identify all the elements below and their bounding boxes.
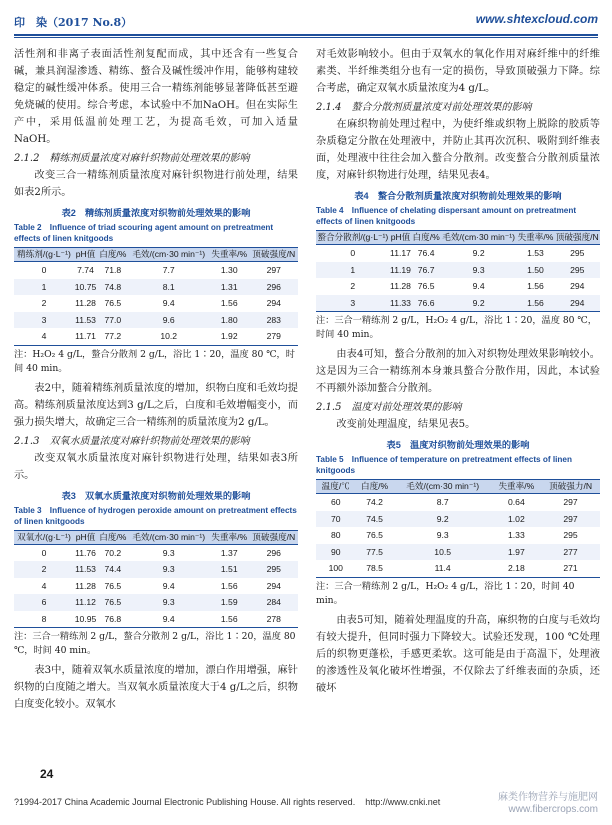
table-header-cell: pH值	[74, 530, 97, 544]
watermark-line1: 麻类作物营养与施肥网	[498, 792, 598, 803]
table3-caption: 表3 双氧水质量浓度对织物前处理效果的影响	[61, 490, 251, 501]
table-cell: 71.8	[104, 265, 122, 275]
table-cell: 70.2	[104, 547, 122, 558]
table-cell: 1.56	[516, 295, 554, 312]
watermark	[498, 792, 598, 816]
table-cell: 9.4	[472, 281, 485, 291]
table-cell: 77.2	[97, 328, 128, 345]
table-row	[14, 578, 298, 595]
table-cell: 9.2	[441, 295, 517, 312]
table-header-cell: pH值	[74, 248, 97, 262]
table-cell: 1.92	[209, 328, 250, 345]
table-cell: 77.0	[97, 312, 128, 329]
footer-url[interactable]: http://www.cnki.net	[365, 797, 441, 807]
table-header-cell: 温度/℃	[316, 480, 355, 494]
table-row	[14, 312, 298, 329]
table-cell: 3	[316, 295, 390, 312]
table-cell: 0	[350, 248, 356, 258]
section-heading-2-1-3: 2.1.3 双氧水质量浓度对麻针织物前处理效果的影响	[14, 435, 250, 447]
paragraph: 在麻织物前处理过程中，为使纤维或织物上脱除的胶质等杂质稳定分散在处理液中，并防止其再次沉积、吸附到纤维表面，处理液中往往会加入螯合分散剂。改变螯合分散剂质量浓度，对麻针织物进行处理，结果见表4。	[316, 119, 600, 181]
table-cell: 9.2	[394, 511, 492, 528]
table-row	[14, 279, 298, 296]
table-cell: 294	[266, 298, 281, 308]
table-cell: 78.5	[355, 560, 393, 577]
table-cell: 9.6	[129, 312, 209, 329]
table-cell: 1.53	[527, 248, 544, 258]
table2-caption: 表2 精练剂质量浓度对织物前处理效果的影响	[61, 208, 251, 218]
table-cell: 295	[563, 530, 578, 540]
table-cell: 1.50	[516, 262, 554, 279]
table-cell: 3	[14, 312, 74, 329]
table5-note: 注：三合一精练剂 2 g/L，H₂O₂ 4 g/L，浴比 1∶20，时间 40 min。	[316, 580, 575, 606]
table-cell: 9.3	[162, 547, 175, 558]
table-cell: 11.12	[74, 594, 97, 611]
table-cell: 8.7	[436, 497, 449, 507]
table-row	[316, 278, 600, 295]
table-cell: 76.7	[411, 262, 440, 279]
journal-issue: 印 染（2017 No.8）	[14, 16, 133, 29]
table-cell: 1.56	[527, 281, 544, 291]
table-cell: 10.75	[74, 279, 97, 296]
table-cell: 1.59	[209, 594, 250, 611]
table-cell: 0.64	[508, 497, 525, 507]
table-cell: 0	[41, 265, 47, 275]
table-row	[14, 262, 298, 279]
paragraph: 活性剂和非离子表面活性剂复配而成，其中还含有一些复合碱，兼具润湿渗透、精练、螯合及碱性缓冲作用，能够构建较稳定的碱性缓冲体系。使用三合一精练剂能够显著降低甚至避免烧碱的使用。综合考虑，本试验中不加NaOH。但在实际生产中，采用低温前处理工艺，为提高毛效，可加入适量NaOH。	[14, 49, 298, 145]
table-cell: 1	[14, 279, 74, 296]
table-cell: 0	[41, 547, 47, 558]
table-row	[316, 494, 600, 511]
table-cell: 74.5	[355, 511, 393, 528]
table4-caption: 表4 螯合分散剂质量浓度对织物前处理效果的影响	[354, 191, 562, 201]
running-header	[14, 12, 598, 34]
table-cell: 74.4	[97, 561, 128, 578]
right-column	[316, 46, 600, 697]
table-header-cell: 毛效/(cm·30 min⁻¹)	[394, 480, 492, 494]
table-header-cell: 毛效/(cm·30 min⁻¹)	[441, 231, 517, 245]
table-cell: 11.53	[74, 312, 97, 329]
table-header-cell: 顶破强力/N	[541, 480, 600, 494]
table-cell: 8.1	[129, 279, 209, 296]
table-cell: 1.02	[492, 511, 541, 528]
table-row	[14, 561, 298, 578]
table-row	[14, 295, 298, 312]
paragraph: 改变双氧水质量浓度对麻针织物进行处理，结果如表3所示。	[14, 452, 298, 481]
table-header-cell: 失重率/%	[209, 248, 250, 262]
table2-caption-en: Table 2 Influence of triad scouring agent amount on pretreatment effects of linen knitgoods	[14, 223, 274, 243]
table-cell: 1.56	[220, 580, 238, 591]
paragraph: 改变前处理温度，结果见表5。	[336, 419, 476, 430]
paragraph: 改变三合一精练剂质量浓度对麻针织物进行前处理，结果如表2所示。	[14, 170, 298, 198]
table-cell: 7.74	[77, 265, 94, 275]
table-header-cell: 毛效/(cm·30 min⁻¹)	[129, 248, 209, 262]
table5-caption-en: Table 5 Influence of temperature on pretreatment effects of linen knitgoods	[316, 455, 572, 475]
table-cell: 294	[266, 580, 281, 591]
table-cell: 60	[330, 497, 341, 507]
table-row	[316, 527, 600, 544]
table-header-cell: 顶破强度/N	[250, 530, 298, 544]
table-header-cell: 螯合分散剂/(g·L⁻¹)	[316, 231, 390, 245]
table-cell: 10.5	[394, 544, 492, 561]
table-cell: 10.2	[129, 328, 209, 345]
table-cell: 76.4	[417, 248, 435, 258]
table-cell: 4	[41, 580, 47, 591]
table-header-cell: 白度/%	[411, 231, 440, 245]
table-row	[316, 262, 600, 279]
table-cell: 1.56	[209, 611, 250, 628]
table-cell: 100	[316, 560, 355, 577]
watermark-line2: www.fibercrops.com	[508, 804, 598, 815]
table-cell: 9.3	[441, 262, 517, 279]
table-cell: 70	[316, 511, 355, 528]
header-rule-thin	[14, 37, 598, 38]
table-cell: 2	[14, 561, 74, 578]
section-heading-2-1-5: 2.1.5 温度对前处理效果的影响	[316, 402, 462, 413]
table5	[316, 479, 600, 578]
table-row	[14, 594, 298, 611]
table-cell: 297	[541, 511, 600, 528]
table-cell: 11.4	[394, 560, 492, 577]
table-cell: 76.5	[366, 530, 383, 540]
table3-note: 注：三合一精练剂 2 g/L，螯合分散剂 2 g/L，浴比 1∶20，温度 80 ℃，时间 40 min。	[14, 631, 296, 656]
table-header-cell: 白度/%	[355, 480, 393, 494]
table-cell: 11.71	[74, 328, 97, 345]
table-header-cell: pH值	[390, 231, 412, 245]
journal-website[interactable]: www.shtexcloud.com	[475, 12, 598, 26]
table-cell: 4	[14, 328, 74, 345]
table-cell: 295	[250, 561, 298, 578]
table-cell: 11.53	[74, 561, 97, 578]
table-cell: 7.7	[162, 265, 175, 275]
page-number: 24	[40, 767, 54, 781]
table-header-cell: 精练剂/(g·L⁻¹)	[14, 248, 74, 262]
header-rule	[14, 34, 598, 36]
table-cell: 76.5	[417, 281, 435, 291]
table-cell: 1.33	[508, 530, 525, 540]
table-cell: 80	[330, 530, 341, 540]
table-cell: 2.18	[492, 560, 541, 577]
table-header-cell: 双氧水/(g·L⁻¹)	[14, 530, 74, 544]
left-column	[14, 46, 298, 713]
section-heading-2-1-2: 2.1.2 精练剂质量浓度对麻针织物前处理效果的影响	[14, 153, 250, 164]
table-cell: 1.30	[220, 265, 238, 275]
table-header-cell: 失重率/%	[209, 530, 250, 544]
copyright-text: ?1994-2017 China Academic Journal Electronic Publishing House. All rights reserved.	[14, 797, 356, 807]
table-cell: 294	[555, 295, 600, 312]
table5-caption: 表5 温度对织物前处理效果的影响	[386, 440, 530, 450]
table-header-cell: 顶破强度/N	[555, 231, 600, 245]
table-cell: 296	[266, 547, 281, 558]
table-cell: 74.8	[97, 279, 128, 296]
table-cell: 1.56	[220, 298, 238, 308]
table-cell: 11.33	[390, 295, 412, 312]
table-cell: 297	[563, 497, 578, 507]
table-cell: 11.76	[75, 547, 96, 558]
table-header-cell: 毛效/(cm·30 min⁻¹)	[129, 530, 209, 544]
table-cell: 294	[570, 281, 585, 291]
table-row	[316, 560, 600, 577]
paragraph: 由表5可知，随着处理温度的升高，麻织物的白度与毛效均有较大提升，但同时强力下降较大。试验还发现，100 ℃处理后的织物更蓬松，手感更柔软。这可能是由于高温下，处理液的渗透性及氧化破坏性增强，不仅除去了纤维表面的杂质，还破坏	[316, 614, 600, 694]
table-cell: 77.5	[355, 544, 393, 561]
table4	[316, 230, 600, 312]
table-header-cell: 顶破强度/N	[250, 248, 298, 262]
table-cell: 283	[250, 312, 298, 329]
table-row	[316, 511, 600, 528]
table2	[14, 247, 298, 346]
table-cell: 11.17	[390, 248, 411, 258]
table-cell: 6	[14, 594, 74, 611]
table4-note: 注：三合一精练剂 2 g/L，H₂O₂ 4 g/L，浴比 1∶20，温度 80 ℃，时间 40 min。	[316, 315, 597, 340]
table-cell: 1.51	[209, 561, 250, 578]
table-row	[316, 544, 600, 561]
table-header-cell: 失重率/%	[516, 231, 554, 245]
table-cell: 76.8	[97, 611, 128, 628]
table-cell: 9.3	[129, 594, 209, 611]
table-cell: 297	[266, 265, 281, 275]
table-cell: 11.28	[75, 580, 96, 591]
table-cell: 1.31	[209, 279, 250, 296]
table-cell: 90	[316, 544, 355, 561]
table-cell: 9.3	[129, 561, 209, 578]
table-header-cell: 白度/%	[97, 248, 128, 262]
table-row	[14, 611, 298, 628]
table-header-cell: 白度/%	[97, 530, 128, 544]
paragraph: 表2中，随着精练剂质量浓度的增加，织物白度和毛效均提高。精练剂质量浓度达到3 g/L之后，白度和毛效增幅变小，而强力损失增大，故确定三合一精练剂的质量浓度为2 g/L。	[14, 382, 298, 428]
table-row	[14, 544, 298, 561]
paragraph: 由表4可知，螯合分散剂的加入对织物处理效果影响较小。这是因为三合一精练剂本身兼具螯合分散作用，因此，本试验不再额外添加螯合分散剂。	[316, 349, 600, 394]
table-cell: 74.2	[366, 497, 383, 507]
table-cell: 76.5	[104, 298, 122, 308]
table3-caption-en: Table 3 Influence of hydrogen peroxide amount on pretreatment effects of linen knitgoods	[14, 505, 297, 526]
table-cell: 10.95	[74, 611, 97, 628]
table-cell: 8	[14, 611, 74, 628]
table-cell: 76.5	[97, 594, 128, 611]
table-cell: 9.4	[162, 580, 175, 591]
table-cell: 295	[555, 262, 600, 279]
section-heading-2-1-4: 2.1.4 螯合分散剂质量浓度对前处理效果的影响	[316, 102, 532, 113]
table-row	[316, 245, 600, 262]
table-cell: 9.3	[436, 530, 449, 540]
table-header-cell: 失重率/%	[492, 480, 541, 494]
table-cell: 295	[570, 248, 585, 258]
table-cell: 9.2	[472, 248, 485, 258]
table-cell: 2	[41, 298, 47, 308]
table-cell: 284	[250, 594, 298, 611]
table-cell: 278	[250, 611, 298, 628]
table-cell: 1.37	[220, 547, 238, 558]
table-cell: 11.19	[390, 262, 412, 279]
table-cell: 9.4	[129, 611, 209, 628]
table-cell: 1.97	[492, 544, 541, 561]
paragraph: 对毛效影响较小。但由于双氧水的氧化作用对麻纤维中的纤维素类、半纤维类组分也有一定的损伤，导致顶破强力下降。综合考虑，确定双氧水质量浓度为4 g/L。	[316, 49, 600, 94]
table2-note: 注：H₂O₂ 4 g/L，螯合分散剂 2 g/L，浴比 1∶20，温度 80 ℃，时间 40 min。	[14, 348, 295, 374]
table-cell: 11.28	[390, 281, 411, 291]
table-cell: 296	[250, 279, 298, 296]
table3	[14, 530, 298, 629]
table-cell: 76.6	[411, 295, 440, 312]
table-row	[316, 295, 600, 312]
table-cell: 279	[250, 328, 298, 345]
paragraph: 表3中，随着双氧水质量浓度的增加，漂白作用增强，麻针织物的白度随之增大。当双氧水质量浓度大于4 g/L之后，织物白度变化较小。双氧水	[14, 665, 298, 710]
table-cell: 271	[541, 560, 600, 577]
table-cell: 1.80	[209, 312, 250, 329]
table-cell: 11.28	[75, 298, 96, 308]
table-cell: 2	[350, 281, 356, 291]
table-cell: 9.4	[162, 298, 175, 308]
table-cell: 277	[541, 544, 600, 561]
table4-caption-en: Table 4 Influence of chelating dispersant amount on pretreatment effects of linen knitgoods	[316, 206, 577, 226]
table-row	[14, 328, 298, 345]
table-cell: 1	[316, 262, 390, 279]
table-cell: 76.5	[104, 580, 122, 591]
